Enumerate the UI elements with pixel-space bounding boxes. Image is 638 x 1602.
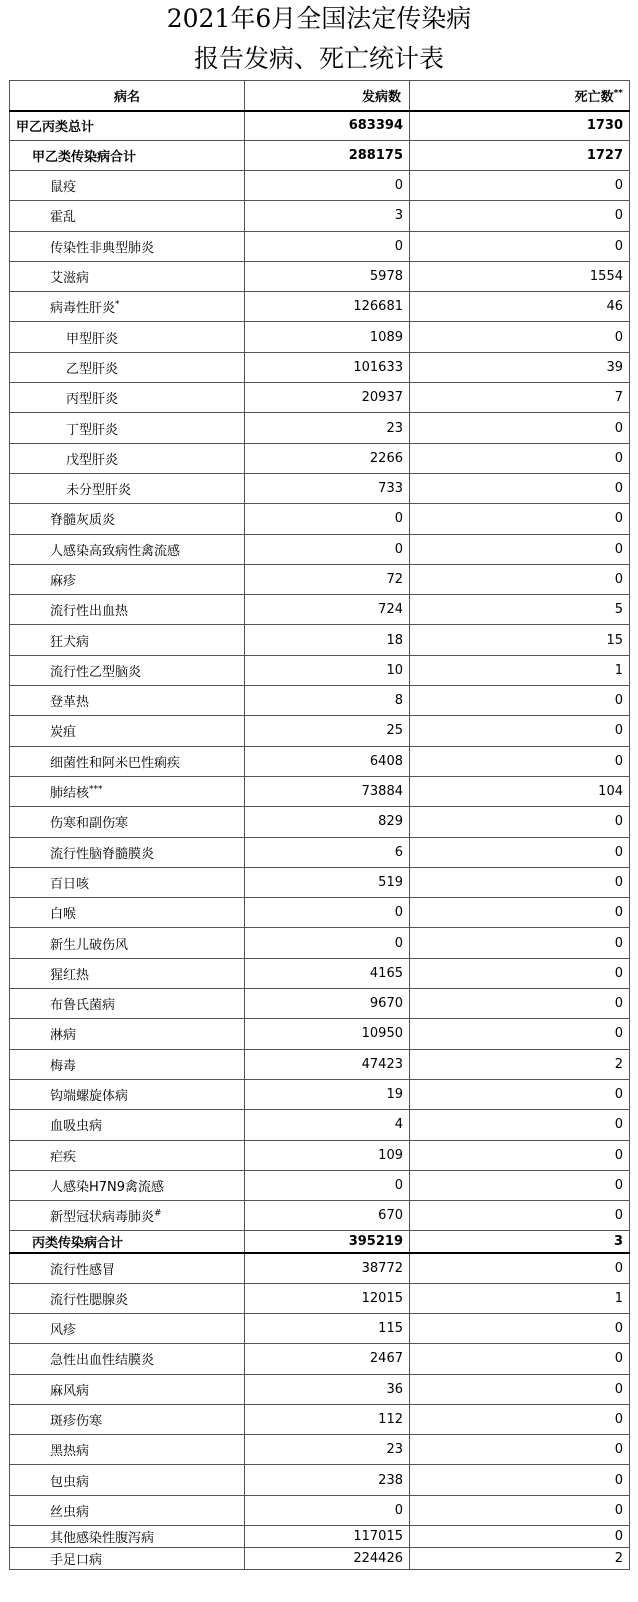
cell-deaths: 0 [410, 1374, 630, 1404]
disease-name: 新型冠状病毒肺炎 [50, 1210, 155, 1226]
cell-cases: 0 [245, 231, 410, 261]
cell-cases: 9670 [245, 989, 410, 1019]
cell-deaths: 0 [410, 867, 630, 897]
disease-name: 未分型肝炎 [66, 483, 132, 499]
table-row [10, 655, 630, 685]
table-row [10, 716, 630, 746]
cell-cases: 0 [245, 504, 410, 534]
cell-deaths: 0 [410, 1019, 630, 1049]
disease-name: 布鲁氏菌病 [50, 998, 116, 1014]
table-row [10, 383, 630, 413]
cell-cases: 0 [245, 1495, 410, 1525]
cell-deaths: 0 [410, 413, 630, 443]
disease-name: 手足口病 [50, 1553, 103, 1569]
table-row [10, 1465, 630, 1495]
cell-name [10, 383, 245, 413]
cell-cases: 4 [245, 1110, 410, 1140]
cell-name [10, 807, 245, 837]
table-row [10, 746, 630, 776]
cell-name [10, 534, 245, 564]
table-row [10, 1495, 630, 1525]
cell-name [10, 776, 245, 806]
table-header-row [10, 81, 630, 111]
disease-name: 其他感染性腹泻病 [50, 1531, 155, 1547]
cell-name [10, 1495, 245, 1525]
disease-name: 血吸虫病 [50, 1119, 103, 1135]
disease-name: 狂犬病 [50, 634, 90, 650]
footnote-mark: *** [89, 784, 103, 795]
cell-cases: 2467 [245, 1344, 410, 1374]
disease-name: 乙型肝炎 [66, 361, 119, 377]
cell-cases: 5978 [245, 261, 410, 291]
disease-name: 流行性出血热 [50, 604, 129, 620]
cell-name [10, 1344, 245, 1374]
cell-cases: 829 [245, 807, 410, 837]
cell-deaths: 0 [410, 1344, 630, 1374]
table-row [10, 261, 630, 291]
table-row [10, 1344, 630, 1374]
cell-name [10, 1283, 245, 1313]
cell-name [10, 141, 245, 171]
table-row [10, 1140, 630, 1170]
cell-cases: 12015 [245, 1283, 410, 1313]
disease-name: 梅毒 [50, 1058, 77, 1074]
cell-name [10, 1140, 245, 1170]
cell-deaths: 0 [410, 1110, 630, 1140]
table-row [10, 413, 630, 443]
cell-name [10, 928, 245, 958]
disease-name: 人感染H7N9禽流感 [50, 1179, 165, 1195]
cell-name [10, 655, 245, 685]
cell-cases: 6408 [245, 746, 410, 776]
disease-name: 肺结核 [50, 786, 90, 802]
disease-name: 风疹 [50, 1323, 77, 1339]
cell-cases: 0 [245, 1170, 410, 1200]
table-row [10, 595, 630, 625]
disease-name: 疟疾 [50, 1149, 77, 1165]
cell-deaths: 1 [410, 655, 630, 685]
disease-name: 麻疹 [50, 574, 77, 589]
table-row [10, 171, 630, 201]
cell-name [10, 595, 245, 625]
cell-deaths: 0 [410, 171, 630, 201]
cell-cases: 395219 [245, 1231, 410, 1253]
cell-cases: 0 [245, 928, 410, 958]
cell-cases: 6 [245, 837, 410, 867]
table-row [10, 1435, 630, 1465]
table-row [10, 352, 630, 382]
cell-cases: 20937 [245, 383, 410, 413]
cell-cases: 73884 [245, 776, 410, 806]
cell-name [10, 867, 245, 897]
cell-deaths: 0 [410, 1170, 630, 1200]
cell-name [10, 1435, 245, 1465]
disease-name: 人感染高致病性禽流感 [50, 543, 181, 559]
cell-cases: 36 [245, 1374, 410, 1404]
disease-name: 霍乱 [50, 210, 77, 226]
cell-cases: 224426 [245, 1548, 410, 1570]
table-row [10, 837, 630, 867]
grand-total-row [10, 111, 630, 141]
table-row [10, 564, 630, 594]
cell-name [10, 1374, 245, 1404]
disease-name: 脊髓灰质炎 [50, 513, 116, 529]
cell-cases: 288175 [245, 141, 410, 171]
table-row [10, 1201, 630, 1231]
cell-name [10, 111, 245, 141]
header-deaths [410, 81, 630, 111]
cell-deaths: 0 [410, 686, 630, 716]
cell-name [10, 716, 245, 746]
disease-name: 淋病 [50, 1028, 77, 1044]
cell-deaths: 0 [410, 958, 630, 988]
disease-name: 猩红热 [50, 967, 90, 983]
disease-name: 白喉 [50, 907, 77, 923]
header-deaths-mark: ** [613, 88, 623, 99]
disease-name: 麻风病 [50, 1383, 90, 1399]
cell-deaths: 0 [410, 928, 630, 958]
cell-deaths: 0 [410, 746, 630, 776]
cell-cases: 72 [245, 564, 410, 594]
cell-name [10, 201, 245, 231]
cell-deaths: 0 [410, 1435, 630, 1465]
cell-name [10, 231, 245, 261]
disease-name: 艾滋病 [50, 271, 90, 287]
disease-name: 斑疹伤寒 [50, 1414, 103, 1430]
cell-name [10, 443, 245, 473]
table-row [10, 1374, 630, 1404]
cell-deaths: 2 [410, 1049, 630, 1079]
cell-deaths: 0 [410, 534, 630, 564]
cell-name [10, 1019, 245, 1049]
cell-cases: 117015 [245, 1526, 410, 1548]
disease-name: 丙型肝炎 [66, 392, 119, 408]
cell-cases: 519 [245, 867, 410, 897]
cell-cases: 733 [245, 473, 410, 503]
cell-deaths: 0 [410, 1526, 630, 1548]
header-name: 病名 [10, 81, 245, 111]
table-row [10, 1079, 630, 1109]
statistics-table [9, 80, 630, 1570]
table-row [10, 928, 630, 958]
table-row [10, 989, 630, 1019]
cell-cases: 3 [245, 201, 410, 231]
cell-name [10, 1170, 245, 1200]
disease-name: 流行性腮腺炎 [50, 1292, 129, 1308]
cell-cases: 47423 [245, 1049, 410, 1079]
cell-cases: 38772 [245, 1253, 410, 1283]
disease-name: 细菌性和阿米巴性痢疾 [50, 755, 181, 771]
cell-cases: 0 [245, 534, 410, 564]
table-row [10, 534, 630, 564]
cell-cases: 10950 [245, 1019, 410, 1049]
cell-name [10, 1201, 245, 1231]
cell-deaths: 0 [410, 1404, 630, 1434]
cell-name [10, 564, 245, 594]
cell-name [10, 261, 245, 291]
disease-name: 甲乙丙类总计 [16, 120, 95, 136]
disease-name: 丙类传染病合计 [32, 1236, 124, 1252]
cell-name [10, 898, 245, 928]
cell-deaths: 5 [410, 595, 630, 625]
cell-cases: 8 [245, 686, 410, 716]
cell-deaths: 0 [410, 322, 630, 352]
table-row [10, 1404, 630, 1434]
class-ab-total-row [10, 141, 630, 171]
table-row [10, 1253, 630, 1283]
header-deaths-label: 死亡数 [574, 89, 614, 105]
cell-cases: 25 [245, 716, 410, 746]
cell-cases: 1089 [245, 322, 410, 352]
table-row [10, 443, 630, 473]
disease-name: 甲型肝炎 [66, 331, 119, 347]
cell-deaths: 0 [410, 898, 630, 928]
cell-name [10, 1231, 245, 1253]
disease-name: 新生儿破伤风 [50, 937, 129, 953]
cell-cases: 238 [245, 1465, 410, 1495]
table-row [10, 292, 630, 322]
cell-cases: 670 [245, 1201, 410, 1231]
cell-deaths: 1554 [410, 261, 630, 291]
cell-name [10, 504, 245, 534]
cell-cases: 4165 [245, 958, 410, 988]
table-row [10, 1049, 630, 1079]
table-row [10, 1170, 630, 1200]
cell-name [10, 625, 245, 655]
cell-cases: 724 [245, 595, 410, 625]
class-c-total-row [10, 1231, 630, 1253]
cell-deaths: 0 [410, 1465, 630, 1495]
cell-name [10, 473, 245, 503]
cell-cases: 0 [245, 898, 410, 928]
disease-name: 伤寒和副伤寒 [50, 816, 129, 832]
cell-name [10, 686, 245, 716]
cell-deaths: 7 [410, 383, 630, 413]
footnote-mark: # [154, 1208, 162, 1219]
cell-deaths: 0 [410, 504, 630, 534]
cell-deaths: 0 [410, 473, 630, 503]
cell-name [10, 292, 245, 322]
cell-cases: 23 [245, 1435, 410, 1465]
cell-name [10, 1465, 245, 1495]
cell-cases: 18 [245, 625, 410, 655]
cell-deaths: 0 [410, 837, 630, 867]
cell-deaths: 1730 [410, 111, 630, 141]
disease-name: 炭疽 [50, 725, 77, 741]
cell-deaths: 0 [410, 1313, 630, 1343]
table-row [10, 625, 630, 655]
statistics-table-body [10, 81, 630, 1570]
cell-name [10, 352, 245, 382]
disease-name: 流行性脑脊髓膜炎 [50, 846, 155, 862]
cell-name [10, 322, 245, 352]
page-title-line1: 2021年6月全国法定传染病 [166, 4, 472, 33]
table-row [10, 504, 630, 534]
table-row [10, 1313, 630, 1343]
cell-cases: 126681 [245, 292, 410, 322]
table-row [10, 1110, 630, 1140]
disease-name: 流行性感冒 [50, 1262, 116, 1278]
cell-name [10, 1049, 245, 1079]
cell-name [10, 1313, 245, 1343]
table-row [10, 686, 630, 716]
cell-name [10, 1526, 245, 1548]
table-row [10, 231, 630, 261]
disease-name: 登革热 [50, 695, 90, 711]
cell-name [10, 1079, 245, 1109]
disease-name: 甲乙类传染病合计 [32, 150, 137, 165]
cell-deaths: 0 [410, 807, 630, 837]
disease-name: 百日咳 [50, 876, 90, 892]
cell-deaths: 0 [410, 231, 630, 261]
table-row [10, 1548, 630, 1570]
cell-name [10, 989, 245, 1019]
table-row [10, 1283, 630, 1313]
cell-deaths: 0 [410, 201, 630, 231]
cell-deaths: 3 [410, 1231, 630, 1253]
disease-name: 急性出血性结膜炎 [50, 1353, 155, 1369]
cell-cases: 19 [245, 1079, 410, 1109]
table-row [10, 1019, 630, 1049]
disease-name: 丁型肝炎 [66, 422, 119, 438]
cell-deaths: 1 [410, 1283, 630, 1313]
footnote-mark: * [115, 300, 120, 310]
table-row [10, 867, 630, 897]
cell-name [10, 171, 245, 201]
table-row [10, 1526, 630, 1548]
disease-name: 丝虫病 [50, 1504, 90, 1520]
table-row [10, 898, 630, 928]
disease-name: 戊型肝炎 [66, 452, 119, 468]
cell-cases: 683394 [245, 111, 410, 141]
cell-deaths: 46 [410, 292, 630, 322]
cell-deaths: 0 [410, 443, 630, 473]
cell-cases: 10 [245, 655, 410, 685]
cell-name [10, 413, 245, 443]
cell-deaths: 104 [410, 776, 630, 806]
table-row [10, 958, 630, 988]
cell-deaths: 0 [410, 1201, 630, 1231]
disease-name: 包虫病 [50, 1474, 90, 1490]
cell-deaths: 15 [410, 625, 630, 655]
cell-name [10, 1253, 245, 1283]
cell-deaths: 0 [410, 1253, 630, 1283]
cell-name [10, 1404, 245, 1434]
cell-deaths: 0 [410, 989, 630, 1019]
disease-name: 钩端螺旋体病 [50, 1089, 129, 1105]
disease-name: 流行性乙型脑炎 [50, 664, 142, 680]
cell-cases: 2266 [245, 443, 410, 473]
cell-deaths: 2 [410, 1548, 630, 1570]
cell-name [10, 1548, 245, 1570]
cell-cases: 115 [245, 1313, 410, 1343]
table-row [10, 807, 630, 837]
table-row [10, 776, 630, 806]
cell-cases: 23 [245, 413, 410, 443]
cell-deaths: 0 [410, 564, 630, 594]
table-row [10, 322, 630, 352]
disease-name: 传染性非典型肺炎 [50, 240, 155, 256]
table-row [10, 473, 630, 503]
cell-deaths: 1727 [410, 141, 630, 171]
cell-cases: 0 [245, 171, 410, 201]
cell-deaths: 0 [410, 1079, 630, 1109]
disease-name: 黑热病 [50, 1444, 90, 1460]
cell-deaths: 0 [410, 1495, 630, 1525]
page-title-line2: 报告发病、死亡统计表 [193, 44, 444, 73]
cell-cases: 112 [245, 1404, 410, 1434]
cell-name [10, 958, 245, 988]
cell-deaths: 39 [410, 352, 630, 382]
cell-name [10, 746, 245, 776]
cell-name [10, 1110, 245, 1140]
cell-cases: 101633 [245, 352, 410, 382]
cell-name [10, 837, 245, 867]
table-row [10, 201, 630, 231]
header-cases: 发病数 [245, 81, 410, 111]
cell-deaths: 0 [410, 716, 630, 746]
cell-deaths: 0 [410, 1140, 630, 1170]
disease-name: 鼠疫 [50, 180, 77, 196]
cell-cases: 109 [245, 1140, 410, 1170]
disease-name: 病毒性肝炎 [50, 301, 116, 317]
